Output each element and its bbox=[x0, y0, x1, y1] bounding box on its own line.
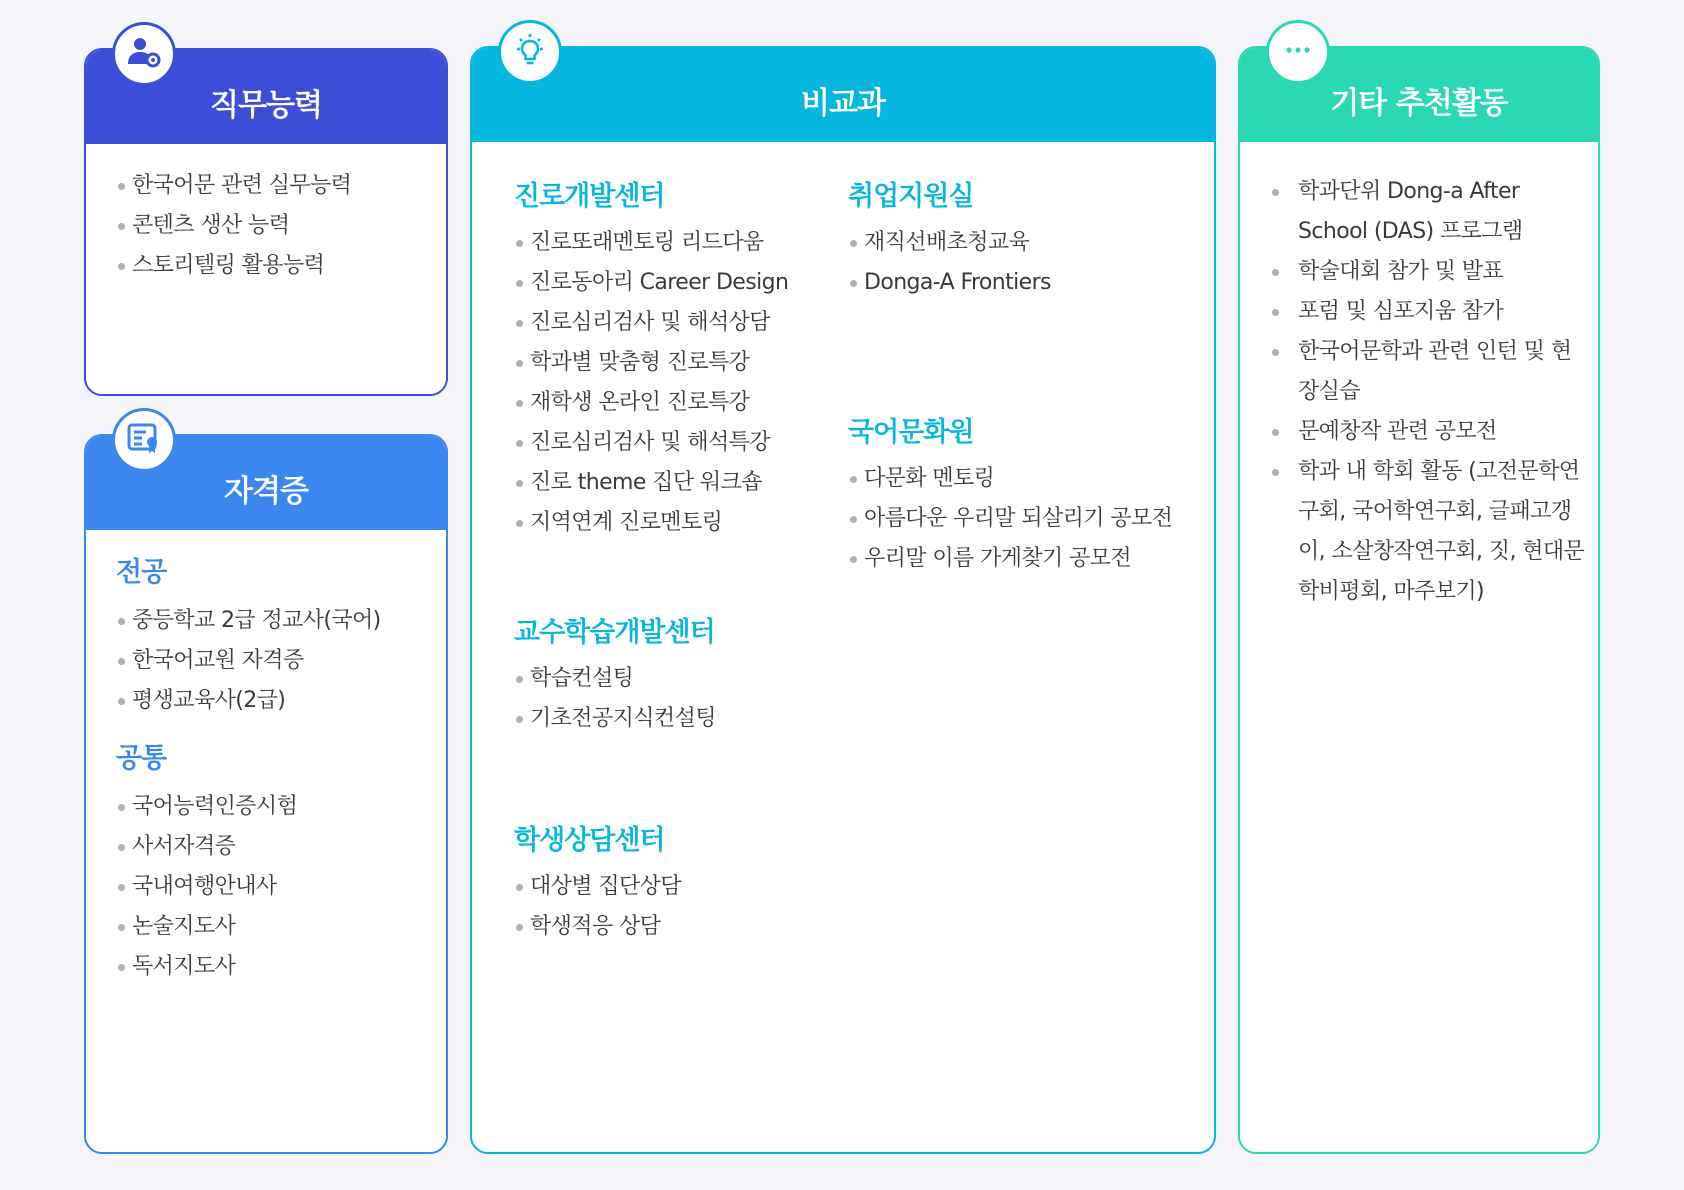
list-item: 사서자격증 bbox=[116, 827, 297, 867]
list-item: 논술지도사 bbox=[116, 907, 297, 947]
other-activities-card bbox=[1238, 46, 1600, 1154]
extracurricular-title: 비교과 bbox=[801, 86, 885, 121]
korean-culture-title: 국어문화원 bbox=[848, 417, 974, 448]
list-item: 문예창작 관련 공모전 bbox=[1268, 412, 1588, 452]
other-activities-list bbox=[1268, 172, 1588, 612]
user-gear-icon bbox=[126, 34, 162, 74]
counsel-center-section bbox=[514, 818, 681, 947]
job-skills-title: 직무능력 bbox=[210, 88, 322, 123]
certificate-badge bbox=[112, 408, 176, 472]
counsel-center-title: 학생상담센터 bbox=[514, 825, 665, 856]
list-item: 국내여행안내사 bbox=[116, 867, 297, 907]
korean-culture-section bbox=[848, 410, 1172, 579]
list-item: 한국어문 관련 실무능력 bbox=[116, 166, 351, 206]
job-skills-badge bbox=[112, 22, 176, 86]
list-item: 평생교육사(2급) bbox=[116, 681, 381, 721]
certificate-title: 자격증 bbox=[224, 474, 308, 509]
job-skills-card bbox=[84, 48, 448, 396]
employment-office-list bbox=[848, 223, 1051, 303]
list-item: 진로동아리 Career Design bbox=[514, 263, 788, 303]
common-title: 공통 bbox=[116, 743, 167, 774]
list-item: 재학생 온라인 진로특강 bbox=[514, 383, 788, 423]
list-item: 우리말 이름 가게찾기 공모전 bbox=[848, 539, 1172, 579]
more-dots-icon bbox=[1280, 32, 1316, 72]
certificate-card bbox=[84, 434, 448, 1154]
korean-culture-list bbox=[848, 459, 1172, 579]
list-item: 학과 내 학회 활동 (고전문학연구회, 국어학연구회, 글패고갱이, 소살창작연구회, 짓, 현대문학비평회, 마주보기) bbox=[1268, 452, 1588, 612]
list-item: 진로심리검사 및 해석특강 bbox=[514, 423, 788, 463]
list-item: 학습컨설팅 bbox=[514, 659, 716, 699]
list-item: 다문화 멘토링 bbox=[848, 459, 1172, 499]
list-item: 재직선배초청교육 bbox=[848, 223, 1051, 263]
career-center-list bbox=[514, 223, 788, 543]
list-item: Donga-A Frontiers bbox=[848, 263, 1051, 303]
employment-office-section bbox=[848, 174, 1051, 303]
list-item: 학과단위 Dong-a After School (DAS) 프로그램 bbox=[1268, 172, 1588, 252]
list-item: 콘텐츠 생산 능력 bbox=[116, 206, 351, 246]
major-list bbox=[116, 601, 381, 721]
list-item: 국어능력인증시험 bbox=[116, 787, 297, 827]
certificate-icon bbox=[126, 420, 162, 460]
major-title: 전공 bbox=[116, 557, 167, 588]
list-item: 진로 theme 집단 워크숍 bbox=[514, 463, 788, 503]
list-item: 진로또래멘토링 리드다움 bbox=[514, 223, 788, 263]
list-item: 기초전공지식컨설팅 bbox=[514, 699, 716, 739]
common-list bbox=[116, 787, 297, 987]
list-item: 포럼 및 심포지움 참가 bbox=[1268, 292, 1588, 332]
list-item: 아름다운 우리말 되살리기 공모전 bbox=[848, 499, 1172, 539]
list-item: 스토리텔링 활용능력 bbox=[116, 246, 351, 286]
job-skills-list bbox=[116, 166, 351, 286]
list-item: 한국어교원 자격증 bbox=[116, 641, 381, 681]
extracurricular-card bbox=[470, 46, 1216, 1154]
list-item: 대상별 집단상담 bbox=[514, 867, 681, 907]
counsel-center-list bbox=[514, 867, 681, 947]
common-section bbox=[116, 736, 297, 987]
list-item: 진로심리검사 및 해석상담 bbox=[514, 303, 788, 343]
teaching-center-section bbox=[514, 610, 716, 739]
list-item: 지역연계 진로멘토링 bbox=[514, 503, 788, 543]
list-item: 학생적응 상담 bbox=[514, 907, 681, 947]
major-section bbox=[116, 550, 381, 721]
list-item: 중등학교 2급 정교사(국어) bbox=[116, 601, 381, 641]
other-activities-badge bbox=[1266, 20, 1330, 84]
other-activities-title: 기타 추천활동 bbox=[1330, 86, 1508, 121]
list-item: 학술대회 참가 및 발표 bbox=[1268, 252, 1588, 292]
career-center-title: 진로개발센터 bbox=[514, 181, 665, 212]
list-item: 한국어문학과 관련 인턴 및 현장실습 bbox=[1268, 332, 1588, 412]
teaching-center-list bbox=[514, 659, 716, 739]
career-center-section bbox=[514, 174, 788, 543]
employment-office-title: 취업지원실 bbox=[848, 181, 974, 212]
lightbulb-icon bbox=[512, 32, 548, 72]
extracurricular-header bbox=[472, 48, 1214, 142]
teaching-center-title: 교수학습개발센터 bbox=[514, 617, 715, 648]
list-item: 학과별 맞춤형 진로특강 bbox=[514, 343, 788, 383]
extracurricular-badge bbox=[498, 20, 562, 84]
list-item: 독서지도사 bbox=[116, 947, 297, 987]
